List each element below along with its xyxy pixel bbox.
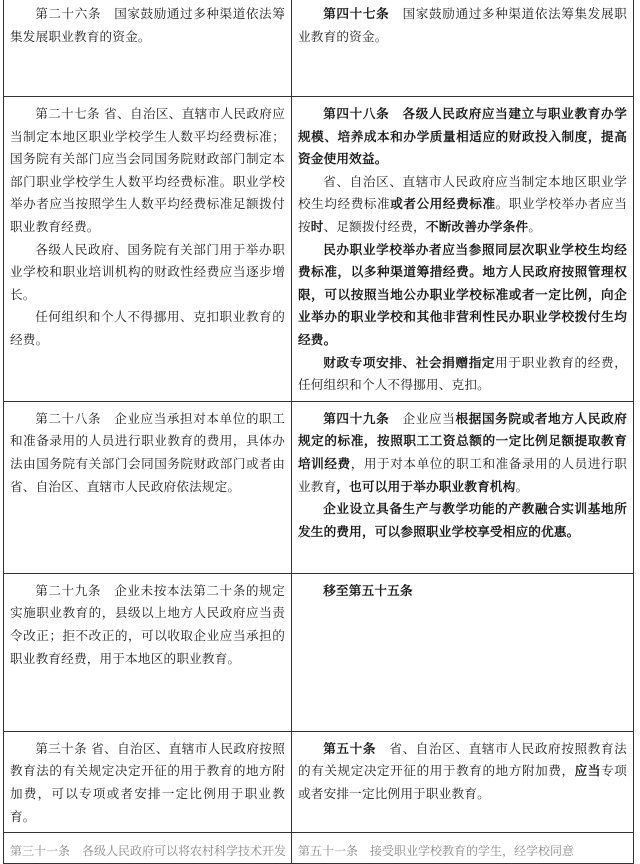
table-row [4,401,634,573]
new-law-paragraph [298,408,627,498]
new-law-paragraph [298,239,627,352]
table-row [4,0,634,97]
unchanged-text: 。 [528,218,542,234]
amended-text: 民办职业学校举办者应当参照同层次职业学校生均经费标准，以多种渠道筹措经费。地方人民政府按照管理权限，可以按照当地公办职业学校标准或者一定比例，向企业举办的职业学校和其他非营利性民办职业学校拨付生均经费。 [298,241,627,347]
table-row [4,97,634,402]
new-law-paragraph [298,580,627,603]
unchanged-text: 专项或者安排一定比例用于职业教育。 [298,763,627,801]
unchanged-text: 省、自治区、直辖市人民政府按照教育法的有关规定决定开征的用于教育的地方附加费， [298,740,627,779]
old-law-cell [4,401,292,573]
amended-text: 根据国务院或者地方人民政府规定的标准，按照职工工资总额的一定比例足额提取教育培训经费 [298,410,628,471]
unchanged-text: 企业应当 [402,410,456,426]
comparison-table [3,0,634,864]
unchanged-text: ，用于对本单位的职工和准备录用的人员进行职业教育 [298,455,627,494]
old-law-paragraph: 各级人民政府、国务院有关部门用于举办职业学校和职业培训机构的财政性经费应当逐步增长。 [10,241,285,302]
new-law-cell [292,573,634,731]
new-law-cell [292,0,634,97]
table-row [4,731,634,832]
amended-text: 不断改善办学条件 [425,218,529,234]
old-law-paragraph: 任何组织和个人不得挪用、克扣职业教育的经费。 [10,309,285,347]
unchanged-text: 省、自治区、直辖市人民政府应当制定本地区职业学校生均经费标准 [298,173,627,212]
unchanged-text: 。职业学校举办者应当按 [298,196,628,234]
amended-text: 或者公用经费标准 [390,196,496,212]
new-law-paragraph [298,171,627,239]
new-law-paragraph [298,3,627,48]
unchanged-text: 。 [515,478,529,494]
amended-text: 时 [310,218,324,234]
amended-text: 第四十九条 [323,410,403,426]
table-row [4,573,634,731]
old-law-cell [4,97,292,402]
amended-text: 财政专项安排、社会捐赠指定 [323,354,496,370]
new-law-cell [292,731,634,832]
old-law-paragraph: 第三十条 省、自治区、直辖市人民政府按照教育法的有关规定决定开征的用于教育的地方附加费，可以专项或者安排一定比例用于职业教育。 [10,740,285,824]
cut-off-left: 第三十一条 各级人民政府可以将农村科学技术开发 [10,844,287,858]
old-law-cell [4,0,292,97]
amended-text: 应当 [574,763,602,779]
new-law-paragraph [298,498,627,543]
unchanged-text: 用于职业教育的经费，任何组织和个人不得挪用、克扣。 [298,354,627,393]
amended-text: ，也可以用于举办职业教育机构 [336,478,516,494]
old-law-cell [4,731,292,832]
cut-off-right: 第五十一条 接受职业学校教育的学生，经学校同意 [298,844,575,858]
amended-text: 第四十八条 各级人民政府应当建立与职业教育办学规模、培养成本和办学质量相适应的财政投入制度，提高资金使用效益。 [298,106,627,167]
new-law-paragraph [298,738,627,806]
amended-text: 第四十七条 [323,6,403,21]
table-body [4,0,634,864]
old-law-paragraph: 第二十六条 国家鼓励通过多种渠道依法筹集发展职业教育的资金。 [10,6,285,44]
amended-text: 第五十条 [323,740,377,756]
new-law-paragraph [298,103,627,171]
old-law-paragraph: 第二十七条 省、自治区、直辖市人民政府应当制定本地区职业学校学生人数平均经费标准；国务院有关部门应当会同国务院财政部门制定本部门职业学校学生人数平均经费标准。职业学校举办者应当按照学生人数平均经费标准足额拨付职业教育经费。 [10,106,285,234]
unchanged-text: 、足额拨付经费， [323,218,426,234]
old-law-paragraph: 第二十九条 企业未按本法第二十条的规定实施职业教育的，县级以上地方人民政府应当责令改正；拒不改正的，可以收取企业应当承担的职业教育经费，用于本地区的职业教育。 [10,582,285,666]
new-law-cell [292,401,634,573]
unchanged-text: 国家鼓励通过多种渠道依法筹集发展职业教育的资金。 [298,6,627,44]
old-law-paragraph: 第二十八条 企业应当承担对本单位的职工和准备录用的人员进行职业教育的费用，具体办法由国务院有关部门会同国务院财政部门或者由省、自治区、直辖市人民政府依法规定。 [10,410,285,494]
new-law-paragraph [298,352,627,397]
amended-text: 移至第五十五条 [323,582,413,598]
old-law-cell [4,573,292,731]
new-law-cell [292,97,634,402]
amended-text: 企业设立具备生产与教学功能的产教融合实训基地所发生的费用，可以参照职业学校享受相应的优惠。 [298,501,627,539]
